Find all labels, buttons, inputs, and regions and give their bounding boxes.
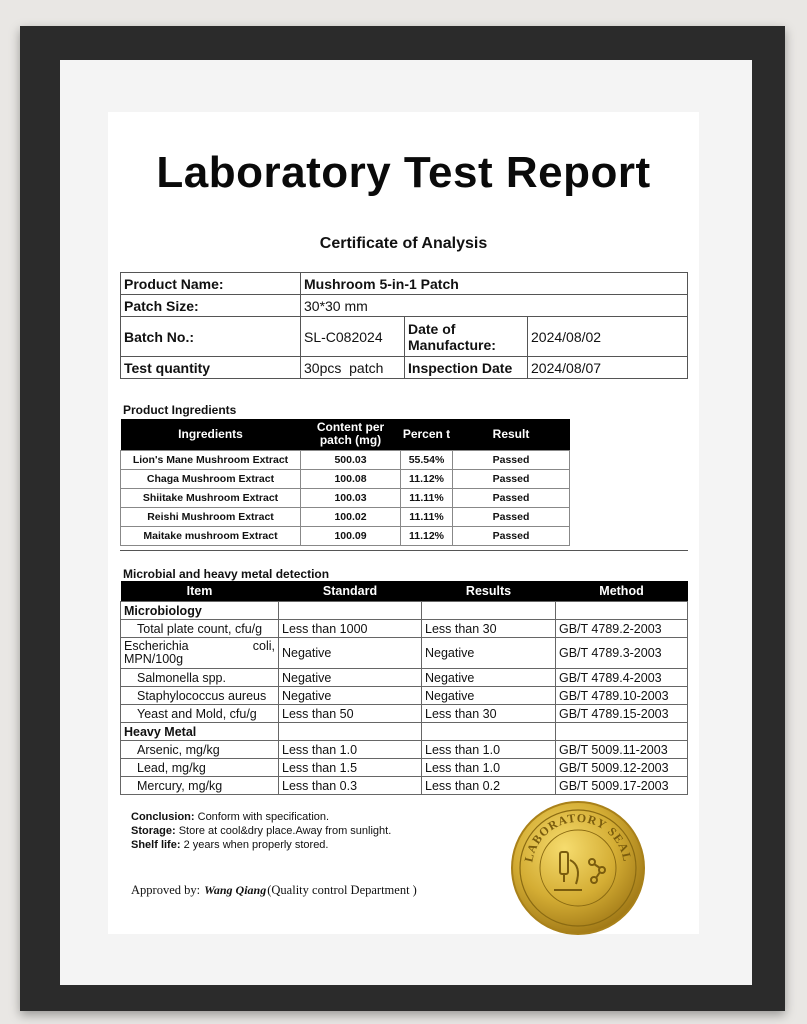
ing-cell: Lion's Mane Mushroom Extract [121, 450, 301, 469]
table-row [121, 687, 688, 705]
table-row [121, 602, 688, 620]
inspection-date: 2024/08/07 [528, 357, 688, 379]
manufacture-label: Date of Manufacture: [405, 317, 528, 357]
detection-table [120, 581, 688, 795]
report-title: Laboratory Test Report [156, 148, 651, 197]
det-cell: GB/T 4789.10-2003 [556, 687, 688, 705]
ing-cell: Passed [453, 526, 570, 545]
det-cell: GB/T 4789.4-2003 [556, 669, 688, 687]
ing-cell: Maitake mushroom Extract [121, 526, 301, 545]
conclusion-text: Conform with specification. [197, 811, 330, 823]
table-row [121, 669, 688, 687]
ing-cell: 55.54% [401, 450, 453, 469]
det-cell: Mercury, mg/kg [121, 777, 279, 795]
category-label: Heavy Metal [121, 723, 279, 741]
ing-cell: Shiitake Mushroom Extract [121, 488, 301, 507]
ing-cell: 11.11% [401, 488, 453, 507]
det-cell: Negative [279, 638, 422, 669]
ingredients-table [120, 419, 570, 546]
det-cell: GB/T 5009.11-2003 [556, 741, 688, 759]
table-row [121, 620, 688, 638]
quantity-label: Test quantity [121, 357, 301, 379]
storage-text: Store at cool&dry place.Away from sunlight. [178, 825, 392, 837]
det-cell: Escherichia coli, MPN/100g [121, 638, 279, 669]
ing-cell: Passed [453, 450, 570, 469]
det-cell: Staphylococcus aureus [121, 687, 279, 705]
det-cell: Negative [279, 669, 422, 687]
signature: Wang Qiang [204, 883, 267, 897]
det-cell: Lead, mg/kg [121, 759, 279, 777]
batch-value: SL-C082024 [301, 317, 405, 357]
det-header-method: Method [556, 581, 688, 602]
batch-label: Batch No.: [121, 317, 301, 357]
approval-department: (Quality control Department ) [267, 883, 417, 897]
det-cell: GB/T 4789.15-2003 [556, 705, 688, 723]
ingredients-section-title: Product Ingredients [123, 403, 237, 417]
table-row [121, 705, 688, 723]
det-cell: Negative [422, 669, 556, 687]
det-header-standard: Standard [279, 581, 422, 602]
table-row [121, 741, 688, 759]
category-label: Microbiology [121, 602, 279, 620]
ing-header-content: Content per patch (mg) [301, 419, 401, 450]
seal-text: LABORATORY SEAL [521, 810, 635, 864]
ing-cell: 100.03 [301, 488, 401, 507]
table-row [121, 777, 688, 795]
ing-cell: 100.02 [301, 507, 401, 526]
patch-size-value: 30*30 mm [301, 295, 688, 317]
product-name-label: Product Name: [121, 273, 301, 295]
table-row [121, 469, 570, 488]
approval-line [131, 883, 417, 898]
det-cell: Less than 1.0 [422, 741, 556, 759]
det-cell: Less than 30 [422, 620, 556, 638]
ing-cell: 100.08 [301, 469, 401, 488]
det-cell: GB/T 4789.2-2003 [556, 620, 688, 638]
ing-cell: 11.12% [401, 469, 453, 488]
det-cell: Yeast and Mold, cfu/g [121, 705, 279, 723]
approved-by-label: Approved by: [131, 883, 201, 897]
det-cell: Less than 1.0 [422, 759, 556, 777]
laboratory-seal-icon [510, 800, 646, 936]
det-cell: Total plate count, cfu/g [121, 620, 279, 638]
storage-label: Storage: [131, 825, 176, 837]
conclusion-label: Conclusion: [131, 811, 195, 823]
shelf-life-label: Shelf life: [131, 839, 181, 851]
det-cell: Less than 0.2 [422, 777, 556, 795]
ing-cell: 11.12% [401, 526, 453, 545]
ing-header-result: Result [453, 419, 570, 450]
product-name-value: Mushroom 5-in-1 Patch [301, 273, 688, 295]
shelf-life-text: 2 years when properly stored. [183, 839, 329, 851]
product-info-table [120, 272, 688, 379]
table-row [121, 723, 688, 741]
table-row [121, 507, 570, 526]
det-cell: Less than 30 [422, 705, 556, 723]
ing-cell: Passed [453, 488, 570, 507]
det-header-results: Results [422, 581, 556, 602]
manufacture-date: 2024/08/02 [528, 317, 688, 357]
ing-header-name: Ingredients [121, 419, 301, 450]
det-cell: Negative [279, 687, 422, 705]
det-header-item: Item [121, 581, 279, 602]
det-cell: GB/T 5009.17-2003 [556, 777, 688, 795]
det-cell: GB/T 4789.3-2003 [556, 638, 688, 669]
report-notes [131, 810, 391, 852]
report-subtitle: Certificate of Analysis [319, 235, 488, 252]
det-cell: Less than 0.3 [279, 777, 422, 795]
patch-size-label: Patch Size: [121, 295, 301, 317]
det-cell: Less than 1000 [279, 620, 422, 638]
divider [120, 550, 688, 551]
table-row [121, 450, 570, 469]
inspection-label: Inspection Date [405, 357, 528, 379]
table-row [121, 638, 688, 669]
det-cell: Arsenic, mg/kg [121, 741, 279, 759]
table-row [121, 488, 570, 507]
det-cell: Negative [422, 638, 556, 669]
quantity-value: 30pcs patch [301, 357, 405, 379]
det-cell: GB/T 5009.12-2003 [556, 759, 688, 777]
ing-cell: Chaga Mushroom Extract [121, 469, 301, 488]
ing-cell: Passed [453, 507, 570, 526]
det-cell: Less than 1.5 [279, 759, 422, 777]
ing-cell: 500.03 [301, 450, 401, 469]
det-cell: Salmonella spp. [121, 669, 279, 687]
ing-cell: 11.11% [401, 507, 453, 526]
detection-section-title: Microbial and heavy metal detection [123, 567, 330, 581]
ing-header-percent: Percen t [401, 419, 453, 450]
ing-cell: Passed [453, 469, 570, 488]
det-cell: Negative [422, 687, 556, 705]
table-row [121, 526, 570, 545]
det-cell: Less than 1.0 [279, 741, 422, 759]
ing-cell: 100.09 [301, 526, 401, 545]
table-row [121, 759, 688, 777]
ing-cell: Reishi Mushroom Extract [121, 507, 301, 526]
det-cell: Less than 50 [279, 705, 422, 723]
